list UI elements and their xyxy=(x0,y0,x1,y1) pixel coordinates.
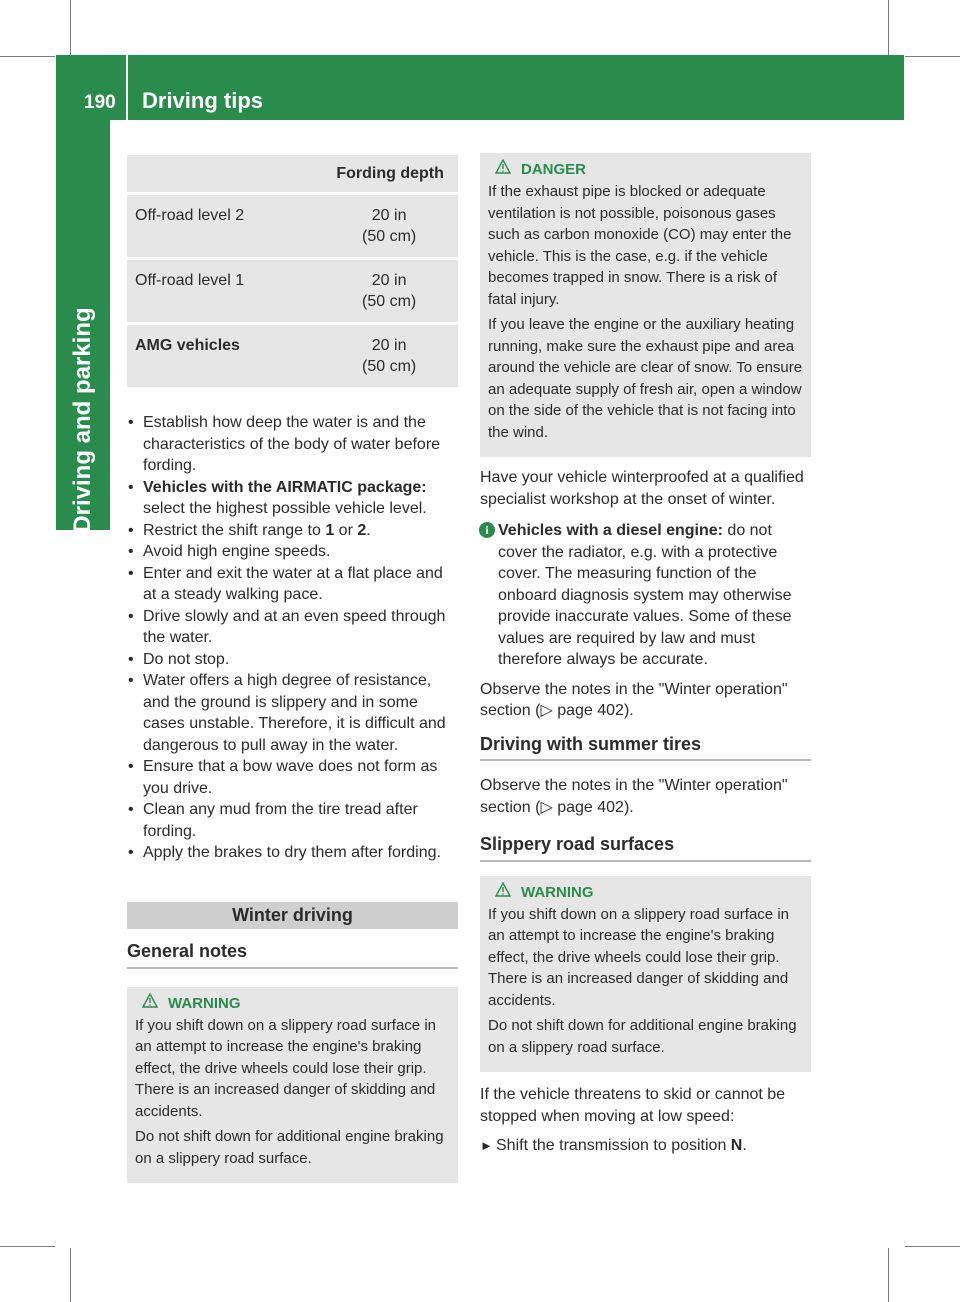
right-column xyxy=(480,153,811,1157)
table-cell-value xyxy=(328,260,458,322)
danger-label: DANGER xyxy=(521,161,587,179)
danger-text: If the exhaust pipe is blocked or adequate ventilation is not possible, poisonous gases such as carbon monoxide (CO) may enter the vehicle. This is the case, e.g. if the vehicle becomes trapped in snow. There is a risk of fatal injury. xyxy=(488,183,792,308)
info-note xyxy=(480,520,811,671)
table-header-row xyxy=(127,155,458,192)
depth-metric: (50 cm) xyxy=(362,293,417,310)
info-bold-lead: Vehicles with a diesel engine: xyxy=(498,522,723,539)
list-item xyxy=(127,520,458,542)
table-cell-value xyxy=(328,195,458,257)
crop-mark xyxy=(905,56,960,57)
bullet-text: select the highest possible vehicle level. xyxy=(143,500,427,517)
warning-header xyxy=(495,882,803,904)
header-divider xyxy=(126,55,128,120)
section-title: Driving tips xyxy=(142,88,264,113)
crop-mark xyxy=(70,1248,71,1302)
warning-header xyxy=(142,993,450,1015)
warning-label: WARNING xyxy=(521,883,594,901)
depth-inches: 20 in xyxy=(371,337,407,354)
crop-mark xyxy=(70,0,71,55)
warning-triangle-icon xyxy=(495,882,511,904)
winterproof-text: Have your vehicle winterproofed at a qualified specialist workshop at the onset of winter. xyxy=(480,469,804,508)
winter-driving-heading: Winter driving xyxy=(127,902,458,930)
info-icon: i xyxy=(479,522,495,538)
observe-text: Observe the notes in the "Winter operation" section (▷ page 402). xyxy=(480,680,788,719)
table-header-cell xyxy=(127,155,328,192)
list-item: • Clean any mud from the tire tread after fording. xyxy=(127,799,458,842)
summer-tires-heading: Driving with summer tires xyxy=(480,722,811,762)
depth-metric: (50 cm) xyxy=(362,228,417,245)
danger-header xyxy=(495,159,803,181)
list-item: • Do not stop. xyxy=(127,649,458,671)
page-header xyxy=(56,55,904,120)
shift-range-1: 1 xyxy=(325,521,335,539)
crop-mark xyxy=(0,1246,55,1247)
table-cell-label: Off-road level 2 xyxy=(127,195,328,257)
depth-inches: 20 in xyxy=(371,272,407,289)
warning-triangle-icon xyxy=(495,159,511,181)
depth-metric: (50 cm) xyxy=(362,358,417,375)
table-cell-label: Off-road level 1 xyxy=(127,260,328,322)
warning-text: Do not shift down for additional engine braking on a slippery road surface. xyxy=(488,1017,797,1056)
instruction-step xyxy=(480,1135,811,1157)
warning-text: If you shift down on a slippery road surface in an attempt to increase the engine's braking effect, the drive wheels could lose their grip. There is an increased danger of skidding and accidents. xyxy=(135,1016,436,1120)
list-item: • Apply the brakes to dry them after fording. xyxy=(127,842,458,864)
gear-position: N xyxy=(730,1137,743,1154)
fording-bullet-list xyxy=(127,412,458,864)
warning-text: If you shift down on a slippery road surface in an attempt to increase the engine's braking effect, the drive wheels could lose their grip. There is an increased danger of skidding and accidents. xyxy=(488,905,789,1009)
fording-depth-table xyxy=(127,152,458,390)
crop-mark xyxy=(0,56,55,57)
table-header-cell: Fording depth xyxy=(328,155,458,192)
step-arrow-icon: ► xyxy=(480,1138,493,1153)
slippery-heading: Slippery road surfaces xyxy=(480,818,811,862)
list-item: • Enter and exit the water at a flat place and at a steady walking pace. xyxy=(127,563,458,606)
list-item xyxy=(127,477,458,520)
bullet-text: . xyxy=(366,521,371,539)
danger-box xyxy=(480,153,811,457)
chapter-title: Driving and parking xyxy=(69,307,96,533)
table-row xyxy=(127,195,458,257)
warning-triangle-icon xyxy=(142,993,158,1015)
summer-tires-text: Observe the notes in the "Winter operation" section (▷ page 402). xyxy=(480,777,788,816)
table-cell-label: AMG vehicles xyxy=(127,325,328,387)
bullet-text: or xyxy=(334,521,358,539)
bullet-bold-lead: Vehicles with the AIRMATIC package: xyxy=(143,478,427,496)
list-item: • Avoid high engine speeds. xyxy=(127,541,458,563)
table-row xyxy=(127,325,458,387)
bullet-text: Restrict the shift range to xyxy=(143,521,326,539)
left-column xyxy=(127,155,458,1183)
list-item: • Water offers a high degree of resistance, and the ground is slippery and in some cases unstable. Therefore, it is difficult and dangerous to pull away in the water. xyxy=(127,670,458,756)
warning-text: Do not shift down for additional engine braking on a slippery road surface. xyxy=(135,1128,444,1167)
step-text: Shift the transmission to position xyxy=(496,1137,731,1154)
table-cell-value xyxy=(328,325,458,387)
depth-inches: 20 in xyxy=(371,207,407,224)
shift-range-2: 2 xyxy=(357,521,367,539)
crop-mark xyxy=(888,1248,889,1302)
crop-mark xyxy=(905,1246,960,1247)
warning-box xyxy=(480,876,811,1073)
warning-box xyxy=(127,987,458,1184)
page-number: 190 xyxy=(84,92,116,113)
step-text: . xyxy=(742,1137,747,1154)
crop-mark xyxy=(888,0,889,55)
warning-label: WARNING xyxy=(168,994,241,1012)
info-text: do not cover the radiator, e.g. with a protective cover. The measuring function of the onboard diagnosis system may otherwise provide inaccurate values. Some of these values are required by law and must therefore always be accurate. xyxy=(498,522,792,668)
list-item: • Establish how deep the water is and the characteristics of the body of water before fording. xyxy=(127,412,458,477)
table-row xyxy=(127,260,458,322)
skid-text: If the vehicle threatens to skid or cannot be stopped when moving at low speed: xyxy=(480,1086,786,1125)
list-item: • Ensure that a bow wave does not form as you drive. xyxy=(127,756,458,799)
danger-text: If you leave the engine or the auxiliary heating running, make sure the exhaust pipe and area around the vehicle are clear of snow. To ensure an adequate supply of fresh air, open a window on the side of the vehicle that is not facing into the wind. xyxy=(488,316,803,441)
list-item: • Drive slowly and at an even speed through the water. xyxy=(127,606,458,649)
general-notes-heading: General notes xyxy=(127,929,458,969)
